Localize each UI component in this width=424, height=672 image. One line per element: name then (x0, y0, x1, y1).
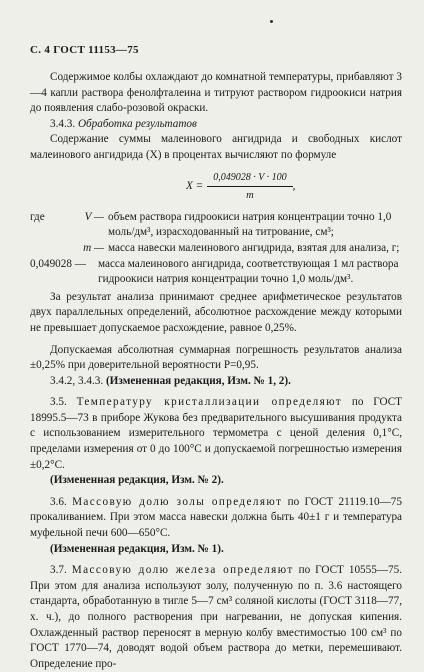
symbol-coefficient: 0,049028 — (30, 257, 86, 270)
clause-3-7-spaced: Массовую долю железа определяют (71, 564, 294, 577)
clause-3-6-text: по ГОСТ 21119.10—75 прокаливанием. При этом масса навески должна быть 40±1 г и температура муфельной печи 600—650°С. (30, 495, 402, 540)
section-title: Обработка результатов (77, 117, 197, 130)
paragraph-3-6 (30, 495, 402, 542)
paragraph-cooling: Содержимое колбы охлаждают до комнатной температуры, прибавляют 3—4 капли раствора фенолфталеина и титруют раствором гидроокиси натрия до появления слабо-розовой окраски. (30, 71, 402, 115)
formula (186, 170, 402, 204)
paragraph-3-5 (30, 395, 402, 473)
symbol-v: V — (84, 210, 104, 223)
where-label: где (30, 210, 45, 223)
definition-v (30, 210, 402, 241)
definition-coefficient-text: масса малеинового ангидрида, соответствующая 1 мл раствора гидроокиси натрия концентрации точно 1,0 моль/дм³. (98, 257, 399, 286)
definition-m-text: масса навески малеинового ангидрида, взятая для анализа, г; (108, 241, 400, 254)
definition-coefficient (30, 257, 402, 288)
amendment-1-number: 3.4.2, 3.4.3. (50, 374, 104, 387)
clause-3-5-text: по ГОСТ 18995.5—73 в приборе Жукова без предварительного высушивания продукта с использованием измерительного термометра с ценой деления 0,1°С, пределами измерения от 0 до 100°С и допускаемой погрешностью измерения ±0,2°С. (30, 396, 403, 471)
section-number: 3.4.3. (50, 117, 76, 130)
formula-fraction (207, 170, 292, 204)
document-body (30, 70, 402, 672)
paragraph-error: Допускаемая абсолютная суммарная погрешность результатов анализа ±0,25% при доверительной вероятности P=0,95. (30, 343, 402, 372)
paragraph-result: За результат анализа принимают среднее арифметическое результатов двух параллельных определений, абсолютное расхождение между которыми не превышает допускаемое расхождение, равное 0,25%. (30, 290, 402, 334)
definition-m (30, 241, 402, 257)
formula-end: , (292, 179, 296, 192)
amendment-2-note: (Измененная редакция, Изм. № 2). (50, 474, 224, 487)
clause-3-6-number: 3.6. (50, 495, 67, 508)
paragraph-amendment-1 (30, 374, 402, 390)
section-3-4-3-heading (30, 117, 402, 133)
clause-3-6-spaced: Массовую долю золы определяют (72, 495, 283, 508)
page-header: С. 4 ГОСТ 11153—75 (30, 44, 139, 56)
definition-v-text: объем раствора гидроокиси натрия концентрации точно 1,0 моль/дм³, израсходованный на титрование, см³; (108, 210, 392, 239)
variable-definitions (30, 210, 402, 288)
amendment-3-note: (Измененная редакция, Изм. № 1). (50, 542, 224, 555)
clause-3-7-text: по ГОСТ 10555—75. При этом для анализа используют золу, полученную по п. 3.6 настоящего стандарта, обработанную в тигле 5—7 см³ соляной кислоты (ГОСТ 3118—77, х. ч.), до полного растворения при нагревании, не допуская кипения. Охлажденный раствор переносят в мерную колбу вместимостью 100 см³ по ГОСТ 1770—74, доводят водой объем раствора до метки, перемешивают. Определение про- (30, 564, 403, 670)
clause-3-7-number: 3.7. (50, 564, 67, 577)
symbol-m: m — (83, 241, 104, 254)
formula-numerator: 0,049028 · V · 100 (207, 170, 292, 188)
formula-lhs: X = (186, 179, 204, 192)
paragraph-formula-intro: Содержание суммы малеинового ангидрида и свободных кислот малеинового ангидрида (X) в процентах вычисляют по формуле (30, 133, 402, 161)
paragraph-3-7 (30, 563, 402, 672)
clause-3-5-spaced: Температуру кристаллизации определяют (76, 396, 343, 409)
clause-3-5-number: 3.5. (50, 396, 67, 409)
scan-speck (270, 20, 273, 23)
formula-denominator: m (246, 190, 254, 202)
amendment-1-note: (Измененная редакция, Изм. № 1, 2). (105, 374, 291, 387)
